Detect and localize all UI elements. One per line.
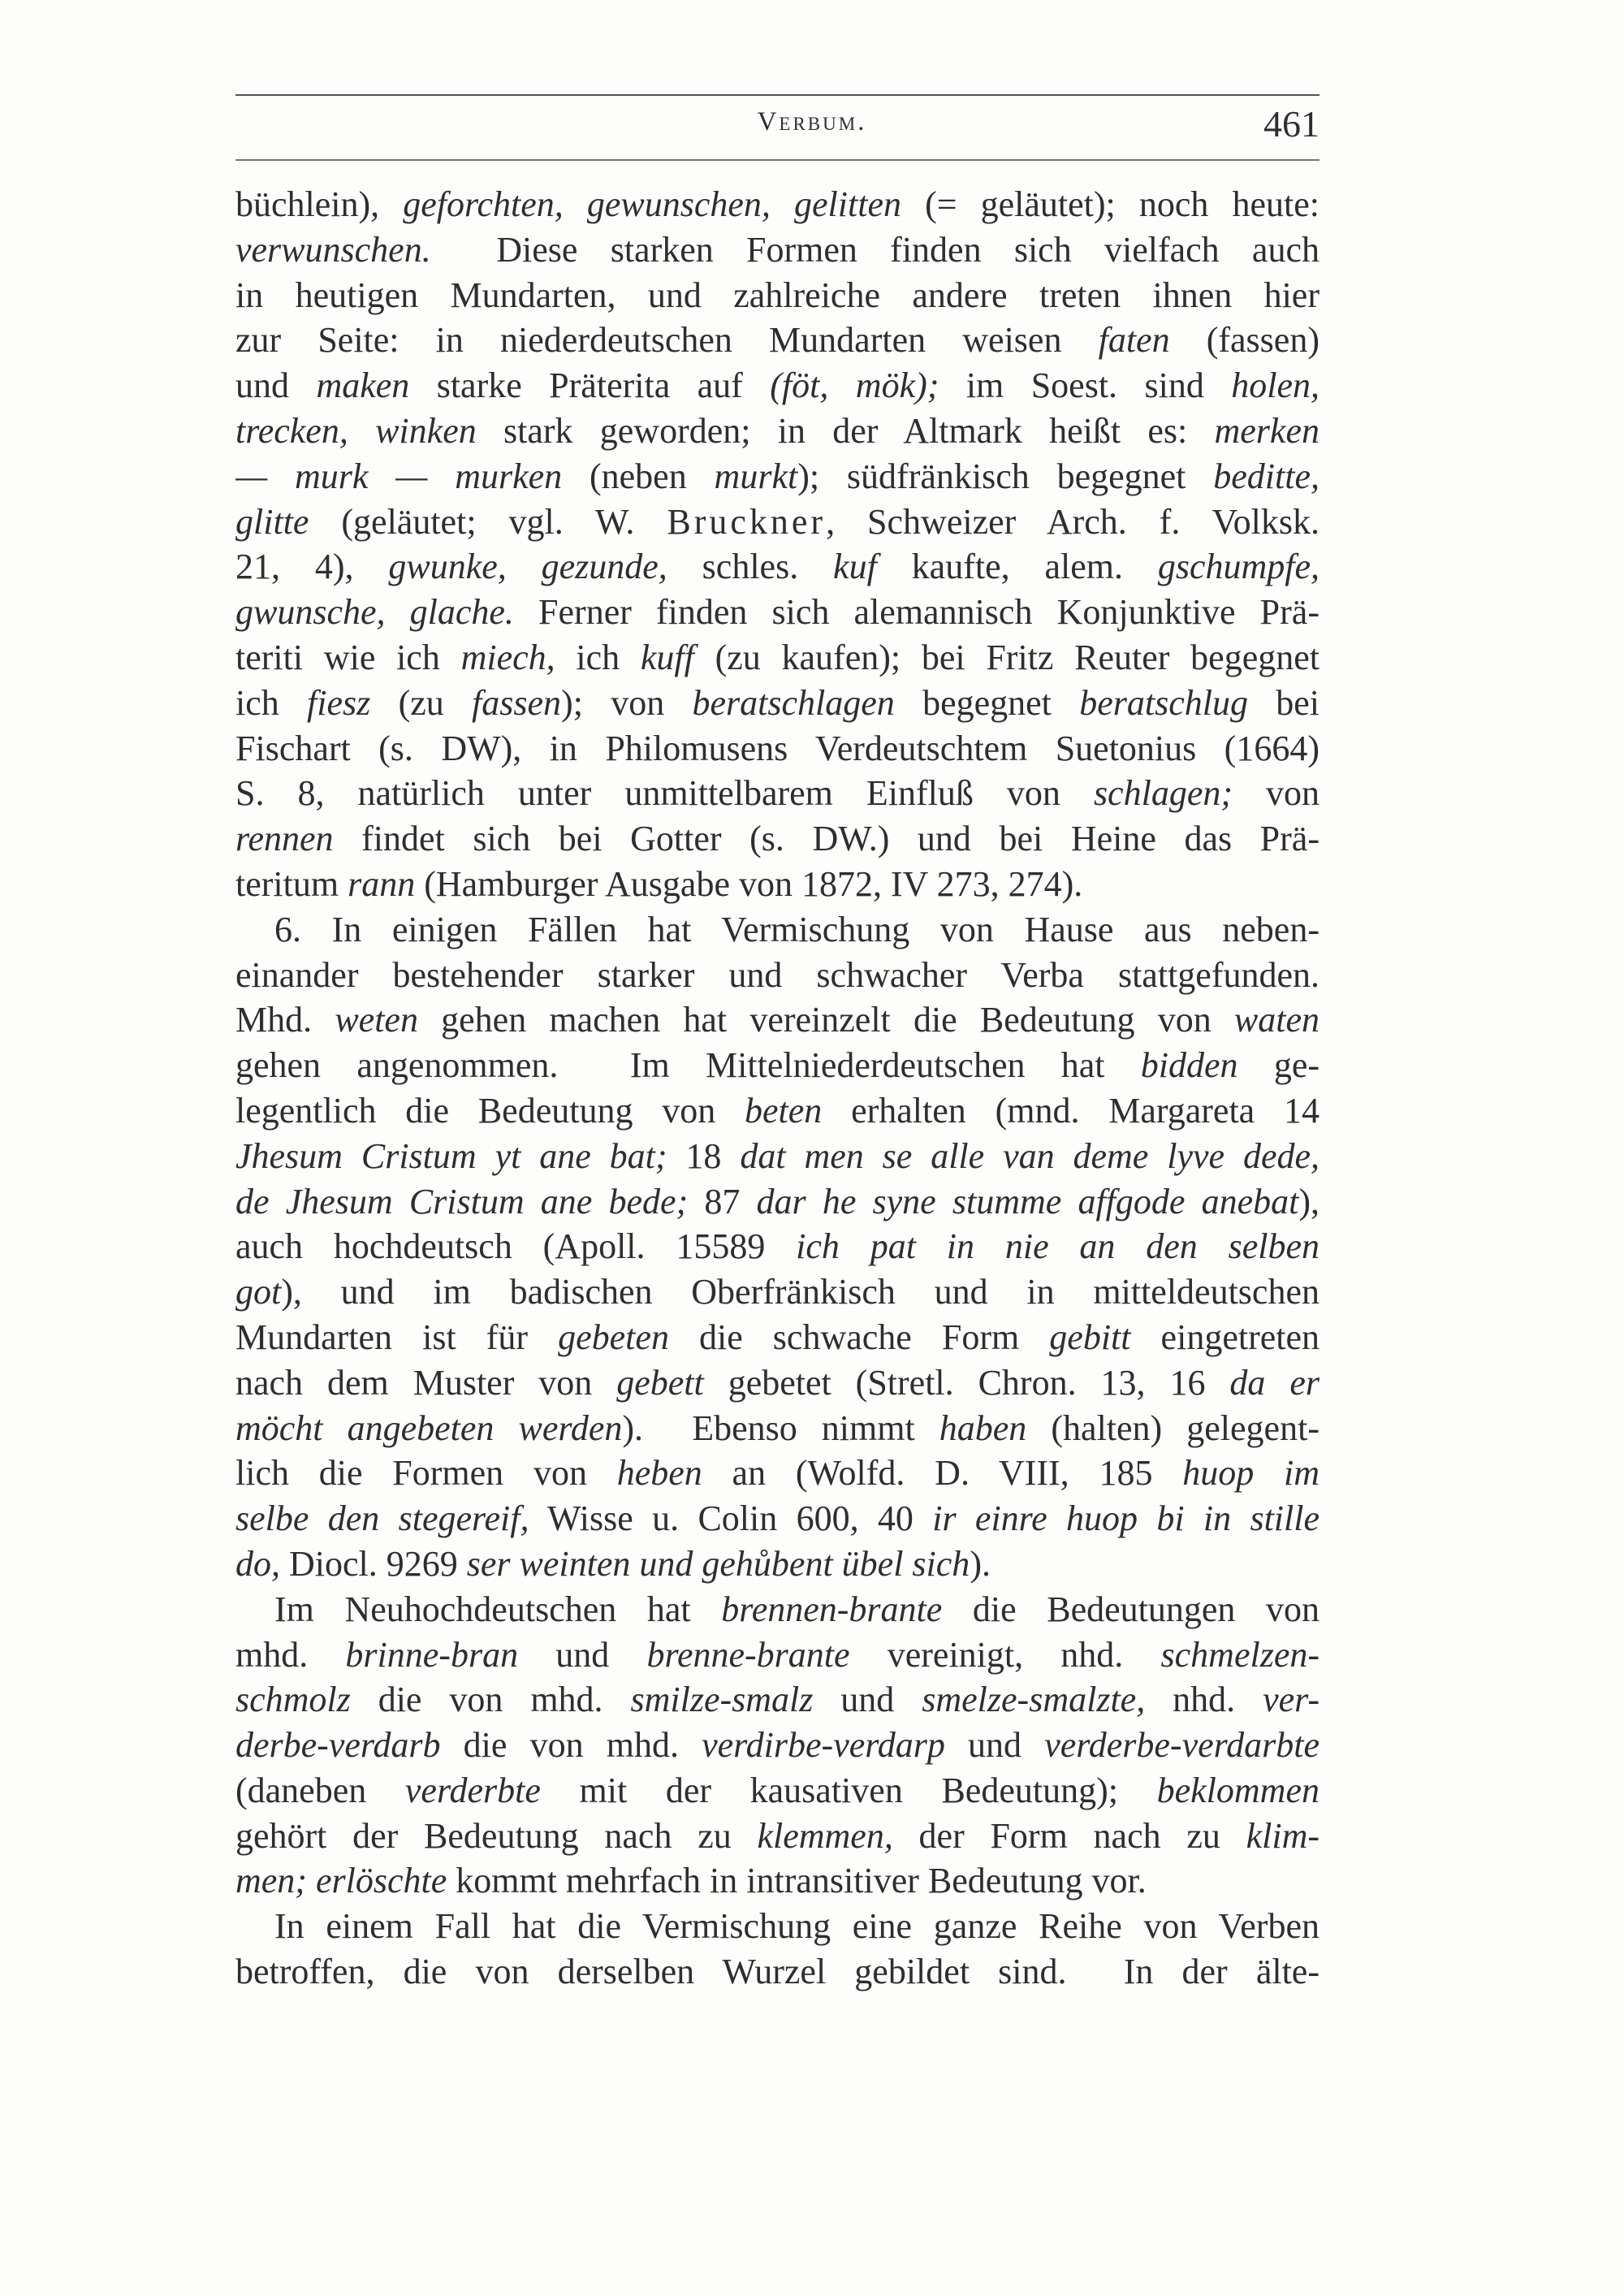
text-segment: der Form nach zu <box>892 1815 1246 1856</box>
text-line <box>235 1814 1320 1859</box>
text-segment: ); südfränkisch begegnet <box>797 456 1214 496</box>
text-segment: ge- <box>1237 1045 1320 1086</box>
text-segment: findet sich bei Gotter (s. DW.) und bei Heine das Prä- <box>333 819 1320 859</box>
text-segment: ), <box>1298 1181 1320 1222</box>
italic-citation: selbe den stegereif, <box>235 1498 529 1539</box>
italic-citation: verderbe-verdarbte <box>1044 1725 1320 1766</box>
text-line <box>235 182 1320 227</box>
text-line <box>235 997 1320 1043</box>
text-line <box>235 1360 1320 1406</box>
text-line <box>235 862 1320 907</box>
text-segment: nhd. <box>1145 1680 1263 1720</box>
text-segment: gehen machen hat vereinzelt die Bedeutung von <box>417 1000 1234 1040</box>
text-segment: kaufte, alem. <box>876 547 1158 587</box>
italic-citation: faten <box>1098 320 1170 361</box>
italic-citation: möcht angebeten werden <box>235 1407 623 1448</box>
italic-citation: smelze-smalzte, <box>922 1680 1146 1720</box>
text-segment: Wisse u. Colin 600, 40 <box>529 1498 933 1539</box>
text-segment: schles. <box>667 547 834 587</box>
text-segment: Bruckner <box>667 501 827 542</box>
italic-citation: Jhesum Cristum yt ane bat; <box>235 1135 667 1176</box>
text-segment: eingetreten <box>1130 1317 1320 1357</box>
text-segment: (daneben <box>235 1770 405 1810</box>
running-head: Verbum. <box>757 107 867 136</box>
italic-citation: bidden <box>1140 1045 1238 1086</box>
text-line <box>235 1451 1320 1496</box>
header-rule-top <box>235 94 1320 96</box>
italic-citation: miech, <box>460 637 555 677</box>
text-line <box>235 499 1320 545</box>
header-rule-bottom <box>235 159 1320 161</box>
page-number: 461 <box>1263 103 1320 145</box>
italic-citation: gwunke, gezunde, <box>388 547 667 587</box>
italic-citation: huop im <box>1182 1453 1320 1494</box>
italic-citation: derbe-verdarb <box>235 1725 441 1766</box>
text-line <box>235 1134 1320 1179</box>
text-line <box>235 635 1320 681</box>
text-line <box>235 1179 1320 1225</box>
text-segment: Ferner finden sich alemannisch Konjunktive Prä- <box>513 592 1320 633</box>
text-line <box>235 771 1320 816</box>
text-segment: ich <box>235 682 308 723</box>
text-line <box>235 1949 1320 1995</box>
italic-citation: beratschlug <box>1079 682 1248 723</box>
italic-citation: de Jhesum Cristum ane bede; <box>235 1181 689 1222</box>
text-segment: (zu <box>370 682 473 723</box>
text-segment: ). Ebenso nimmt <box>622 1407 939 1448</box>
text-segment: starke Präterita auf <box>409 365 771 406</box>
text-line <box>235 1723 1320 1768</box>
text-segment: bei <box>1247 682 1320 723</box>
text-segment: in heutigen Mundarten, und zahlreiche andere treten ihnen hier <box>235 275 1320 315</box>
text-line <box>235 816 1320 862</box>
italic-citation: verderbte <box>404 1770 541 1810</box>
italic-citation: beten <box>745 1090 823 1131</box>
italic-citation: geforchten, gewunschen, gelitten <box>403 184 901 224</box>
italic-citation: dat men se alle van deme lyve dede, <box>740 1135 1320 1176</box>
text-segment: und <box>813 1680 922 1720</box>
italic-citation: men; erlöschte <box>235 1861 447 1901</box>
text-segment: S. 8, natürlich unter unmittelbarem Einfluß von <box>235 773 1094 814</box>
text-segment: (zu kaufen); bei Fritz Reuter begegnet <box>693 637 1320 677</box>
text-segment: und <box>518 1634 647 1675</box>
text-segment: vereinigt, nhd. <box>849 1634 1161 1675</box>
text-segment: und <box>944 1725 1045 1766</box>
text-segment: teriti wie ich <box>235 637 461 677</box>
italic-citation: gschumpfe, <box>1157 547 1320 587</box>
text-segment: ), und im badischen Oberfränkisch und in mitteldeutschen <box>281 1272 1320 1312</box>
text-segment: Mundarten ist für <box>235 1317 559 1357</box>
text-line <box>235 1632 1320 1678</box>
text-segment: die von mhd. <box>440 1725 702 1766</box>
italic-citation: murkt <box>714 456 798 496</box>
text-segment: Fischart (s. DW), in Philomusens Verdeutschtem Suetonius (1664) <box>235 728 1320 768</box>
italic-citation: ir einre huop bi in stille <box>932 1498 1320 1539</box>
text-segment: gehen angenommen. Im Mittelniederdeutschen hat <box>235 1045 1141 1086</box>
italic-citation: klemmen, <box>757 1815 893 1856</box>
text-line <box>235 726 1320 772</box>
italic-citation: schmelzen- <box>1160 1634 1320 1675</box>
body-text <box>235 182 1320 1995</box>
italic-citation: fiesz <box>307 682 371 723</box>
text-segment: 6. In einigen Fällen hat Vermischung von Hause aus neben- <box>274 909 1320 949</box>
text-line <box>235 1858 1320 1904</box>
text-segment: teritum <box>235 863 348 904</box>
italic-citation: fassen <box>472 682 562 723</box>
text-segment: ich <box>555 637 641 677</box>
italic-citation: gebitt <box>1049 1317 1131 1357</box>
text-segment: ). <box>970 1543 991 1584</box>
text-line <box>235 1677 1320 1723</box>
text-segment: mit der kausativen Bedeutung); <box>540 1770 1157 1810</box>
italic-citation: (föt, mök); <box>770 365 939 406</box>
italic-citation: gwunsche, glache. <box>235 592 514 633</box>
text-segment: gebetet (Stretl. Chron. 13, 16 <box>703 1362 1230 1403</box>
italic-citation: trecken, winken <box>235 410 477 451</box>
text-segment: auch hochdeutsch (Apoll. 15589 <box>235 1226 797 1267</box>
text-line <box>235 681 1320 726</box>
text-line <box>235 1269 1320 1315</box>
text-line <box>235 907 1320 953</box>
text-segment: Diese starken Formen finden sich vielfach auch <box>430 229 1320 270</box>
text-segment: mhd. <box>235 1634 346 1675</box>
text-line <box>235 1541 1320 1587</box>
italic-citation: brenne-brante <box>646 1634 850 1675</box>
text-segment: zur Seite: in niederdeutschen Mundarten weisen <box>235 320 1099 361</box>
italic-citation: — murk — murken <box>235 456 563 496</box>
text-segment: Mhd. <box>235 1000 335 1040</box>
italic-citation: schmolz <box>235 1680 351 1720</box>
italic-citation: do, <box>235 1543 280 1584</box>
italic-citation: beditte, <box>1213 456 1320 496</box>
text-line <box>235 1496 1320 1541</box>
italic-citation: maken <box>316 365 410 406</box>
text-segment: die schwache Form <box>668 1317 1050 1357</box>
italic-citation: dar he syne stumme affgode anebat <box>756 1181 1299 1222</box>
text-segment: von <box>1233 773 1320 814</box>
text-segment: im Soest. sind <box>939 365 1232 406</box>
italic-citation: verwunschen. <box>235 229 431 270</box>
text-line <box>235 1768 1320 1814</box>
text-segment: (Hamburger Ausgabe von 1872, IV 273, 274). <box>415 863 1083 904</box>
text-line <box>235 544 1320 590</box>
text-segment: Im Neuhochdeutschen hat <box>274 1589 722 1629</box>
text-line <box>235 318 1320 363</box>
text-segment: einander bestehender starker und schwacher Verba stattgefunden. <box>235 954 1320 995</box>
text-segment: (= geläutet); noch heute: <box>901 184 1320 224</box>
text-segment: gehört der Bedeutung nach zu <box>235 1815 758 1856</box>
italic-citation: waten <box>1233 1000 1320 1040</box>
text-line <box>235 1406 1320 1451</box>
text-segment: betroffen, die von derselben Wurzel gebildet sind. In der älte- <box>235 1952 1320 1992</box>
text-line <box>235 953 1320 998</box>
text-segment: ); von <box>561 682 693 723</box>
text-segment: , Schweizer Arch. f. Volksk. <box>826 501 1320 542</box>
text-line <box>235 590 1320 635</box>
text-segment: büchlein), <box>235 184 404 224</box>
italic-citation: ser weinten und gehůbent übel sich <box>466 1543 970 1584</box>
text-segment: nach dem Muster von <box>235 1362 617 1403</box>
text-line <box>235 1043 1320 1088</box>
italic-citation: kuff <box>640 637 694 677</box>
italic-citation: weten <box>335 1000 418 1040</box>
italic-citation: haben <box>939 1407 1027 1448</box>
text-line <box>235 273 1320 318</box>
italic-citation: da er <box>1229 1362 1320 1403</box>
italic-citation: beratschlagen <box>692 682 895 723</box>
italic-citation: brennen-brante <box>721 1589 943 1629</box>
italic-citation: heben <box>616 1453 702 1494</box>
text-segment: (fassen) <box>1169 320 1320 361</box>
text-segment: an (Wolfd. D. VIII, 185 <box>702 1453 1183 1494</box>
text-segment: erhalten (mnd. Margareta 14 <box>822 1090 1320 1131</box>
italic-citation: rann <box>348 863 416 904</box>
text-segment: 18 <box>667 1135 741 1176</box>
italic-citation: got <box>235 1272 282 1312</box>
text-segment: In einem Fall hat die Vermischung eine ganze Reihe von Verben <box>274 1906 1320 1947</box>
italic-citation: ich pat in nie an den selben <box>796 1226 1320 1267</box>
italic-citation: merken <box>1214 410 1320 451</box>
italic-citation: glitte <box>235 501 309 542</box>
text-segment: stark geworden; in der Altmark heißt es: <box>476 410 1215 451</box>
text-segment: (halten) gelegent- <box>1026 1407 1320 1448</box>
italic-citation: brinne-bran <box>345 1634 519 1675</box>
text-line <box>235 363 1320 409</box>
text-line <box>235 1315 1320 1360</box>
text-segment: begegnet <box>894 682 1080 723</box>
text-segment: kommt mehrfach in intransitiver Bedeutung vor. <box>447 1861 1147 1901</box>
text-line <box>235 409 1320 454</box>
italic-citation: kuf <box>833 547 877 587</box>
text-line <box>235 454 1320 499</box>
text-line <box>235 1224 1320 1269</box>
italic-citation: holen, <box>1231 365 1320 406</box>
italic-citation: schlagen; <box>1093 773 1233 814</box>
text-segment: (neben <box>562 456 715 496</box>
italic-citation: smilze-smalz <box>630 1680 814 1720</box>
italic-citation: klim- <box>1246 1815 1320 1856</box>
italic-citation: beklommen <box>1156 1770 1320 1810</box>
italic-citation: verdirbe-verdarp <box>702 1725 945 1766</box>
text-segment: lich die Formen von <box>235 1453 617 1494</box>
text-line <box>235 1088 1320 1134</box>
italic-citation: rennen <box>235 819 334 859</box>
text-segment: 87 <box>688 1181 757 1222</box>
text-segment: die Bedeutungen von <box>942 1589 1320 1629</box>
text-segment: 21, 4), <box>235 547 389 587</box>
text-segment: Diocl. 9269 <box>280 1543 467 1584</box>
text-line <box>235 1587 1320 1632</box>
text-segment: legentlich die Bedeutung von <box>235 1090 745 1131</box>
italic-citation: ver- <box>1263 1680 1320 1720</box>
text-line <box>235 1904 1320 1949</box>
italic-citation: gebett <box>616 1362 704 1403</box>
text-segment: die von mhd. <box>350 1680 631 1720</box>
text-segment: (geläutet; vgl. W. <box>309 501 667 542</box>
italic-citation: gebeten <box>558 1317 669 1357</box>
text-segment: und <box>235 365 317 406</box>
text-line <box>235 227 1320 273</box>
